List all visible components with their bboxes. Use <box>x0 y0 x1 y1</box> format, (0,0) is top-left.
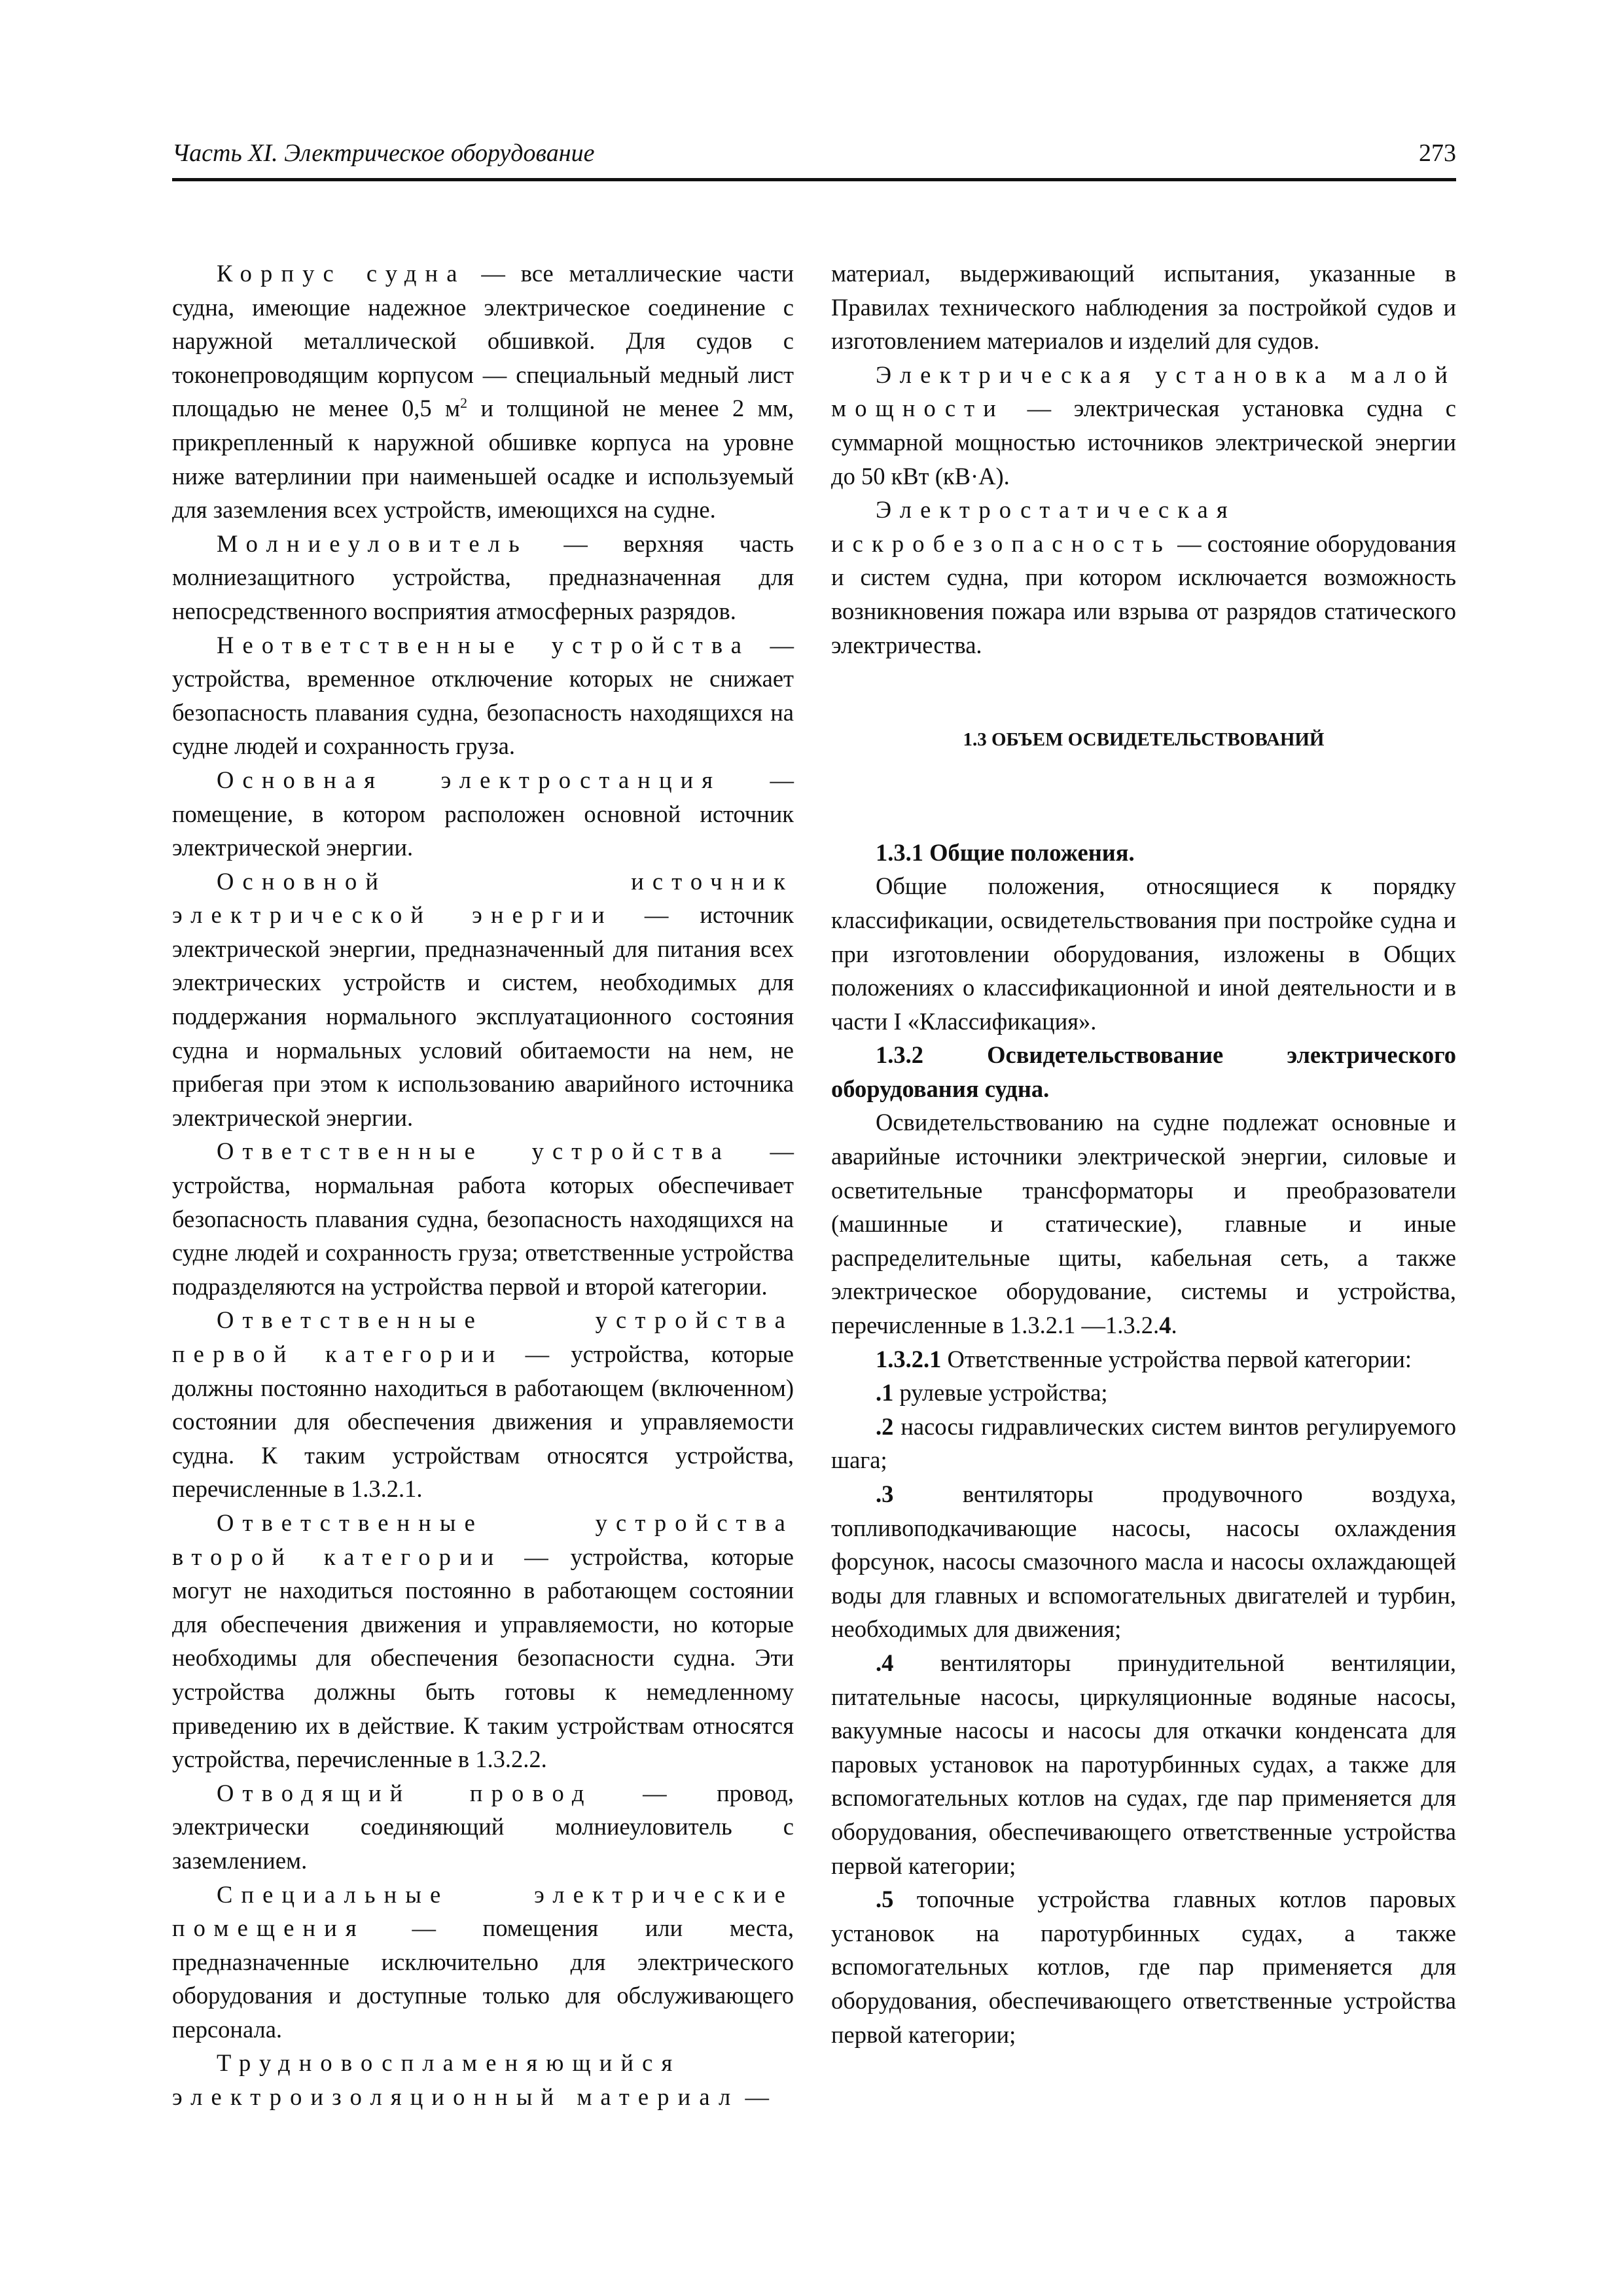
paragraph: 1.3.2.1 Ответственные устройства первой категории: <box>876 1345 1412 1372</box>
definition: Ответственные устройства — устройства, нормальная работа которых обеспечивает безопасность плавания судна, безопасность находящихся на судне людей и сохранность груза; ответственные устройства подразделяются на устройства первой и второй категории. <box>172 1138 794 1300</box>
section-heading: 1.3 ОБЪЕМ ОСВИДЕТЕЛЬСТВОВАНИЙ <box>963 729 1325 751</box>
list-item: .3 вентиляторы продувочного воздуха, топливоподкачивающие насосы, насосы охлаждения форсунок, насосы смазочного масла и насосы охлаждающей воды для главных и вспомогательных двигателей и турбин, необходимых для движения; <box>831 1480 1456 1643</box>
term: Молниеуловитель <box>217 529 528 557</box>
page-header <box>172 139 1456 181</box>
running-title: Часть XI. Электрическое оборудование <box>172 139 595 167</box>
definition: Трудновоспламеняющийся электроизоляционный материал — <box>172 2049 769 2111</box>
list-item: .5 топочные устройства главных котлов паровых установок на паротурбинных судах, а также вспомогательных котлов, где пар применяется для оборудования, обеспечивающего ответственные устройства первой категории; <box>831 1886 1456 2048</box>
definition: Ответственные устройства второй категории — устройства, которые могут не находиться постоянно в работающем состоянии для обеспечения движения и управляемости, но которые необходимы для обеспечения безопасности судна. Эти устройства должны быть готовы к немедленному приведению их в действие. К таким устройствам относятся устройства, перечисленные в 1.3.2.2. <box>172 1509 794 1773</box>
definition: Неответственные устройства — устройства, временное отключение которых не снижает безопасность плавания судна, безопасность находящихся на судне людей и сохранность груза. <box>172 631 794 760</box>
term: Корпус судна <box>217 260 466 287</box>
term: Ответственные устройства <box>217 1138 730 1165</box>
term: Ответственные устройства второй категории <box>172 1509 794 1570</box>
term: Основная электростанция <box>217 766 722 793</box>
definition: Электрическая установка малой мощности — электрическая установка судна с суммарной мощностью источников электрической энергии до 50 кВт (кВ·А). <box>831 361 1456 490</box>
subsection-heading: 1.3.1 Общие положения. <box>876 838 1135 866</box>
definition: Специальные электрические помещения — помещения или места, предназначенные исключительно для электрического оборудования и доступные только для обслуживающего персонала. <box>172 1880 794 2043</box>
left-column <box>172 257 794 2114</box>
definition: Ответственные устройства первой категории — устройства, которые должны постоянно находиться в работающем (включенном) состоянии для обеспечения движения и управляемости судна. К таким устройствам относятся устройства, перечисленные в 1.3.2.1. <box>172 1306 794 1503</box>
definition: Отводящий провод — провод, электрически соединяющий молниеуловитель с заземлением. <box>172 1779 794 1874</box>
term: Специальные электрические помещения <box>172 1880 794 1942</box>
definition: Основная электростанция — помещение, в котором расположен основной источник электрической энергии. <box>172 766 794 861</box>
term: Неответственные устройства <box>217 631 751 658</box>
definition: Основной источник электрической энергии — источник электрической энергии, предназначенный для питания всех электрических устройств и систем, необходимых для поддержания нормального эксплуатационного состояния судна и нормальных условий обитаемости на нем, не прибегая при этом к использованию аварийного источника электрической энергии. <box>172 867 794 1131</box>
definition: Электростатическая искробезопасность — состояние оборудования и систем судна, при котором исключается возможность возникновения пожара или взрыва от разрядов статического электричества. <box>831 496 1456 658</box>
term: Электрическая установка малой мощности <box>831 361 1456 422</box>
list-item: .1 рулевые устройства; <box>876 1379 1108 1407</box>
term: Электростатическая искробезопасность <box>831 496 1236 557</box>
definition: Корпус судна — все металлические части судна, имеющие надежное электрическое соединение с наружной металлической обшивкой. Для судов с токонепроводящим корпусом — специальный медный лист площадью не менее 0,5 $м^2$ и толщиной не менее 2 мм, прикрепленный к наружной обшивке корпуса на уровне ниже ватерлинии при наименьшей осадке и используемый для заземления всех устройств, имеющихся на судне. <box>172 260 794 524</box>
right-column <box>831 257 1456 2051</box>
clause-number: 1.3.2.1 <box>876 1345 942 1372</box>
term: Ответственные устройства первой категории <box>172 1306 794 1367</box>
definition: Молниеуловитель — верхняя часть молниезащитного устройства, предназначенная для непосредственного восприятия атмосферных разрядов. <box>172 529 794 624</box>
continuation-text: материал, выдерживающий испытания, указанные в Правилах технического наблюдения за постройкой судов и изготовлением материалов и изделий для судов. <box>831 260 1456 355</box>
page-number: 273 <box>1419 139 1456 167</box>
list-item: .4 вентиляторы принудительной вентиляции, питательные насосы, циркуляционные водяные насосы, вакуумные насосы и насосы для откачки конденсата для паровых установок на паротурбинных судах, а также для вспомогательных котлов на судах, где пар применяется для оборудования, обеспечивающего ответственные устройства первой категории; <box>831 1649 1456 1879</box>
term: Основной источник электрической энергии <box>172 867 794 929</box>
paragraph: Общие положения, относящиеся к порядку классификации, освидетельствования при постройке судна и при изготовлении оборудования, изложены в Общих положениях о классификационной и иной деятельности и в части I «Классификация». <box>831 872 1456 1035</box>
term: Отводящий провод <box>217 1779 593 1806</box>
list-item: .2 насосы гидравлических систем винтов регулируемого шага; <box>831 1412 1456 1474</box>
subsection-heading: 1.3.2 Освидетельствование электрического оборудования судна. <box>831 1041 1456 1102</box>
paragraph: Освидетельствованию на судне подлежат основные и аварийные источники электрической энергии, силовые и осветительные трансформаторы и преобразователи (машинные и статические), главные и иные распределительные щиты, кабельная сеть, а также электрическое оборудование, системы и устройства, перечисленные в 1.3.2.1 —1.3.2.4. <box>831 1109 1456 1339</box>
term: Трудновоспламеняющийся электроизоляционный материал <box>172 2049 740 2111</box>
